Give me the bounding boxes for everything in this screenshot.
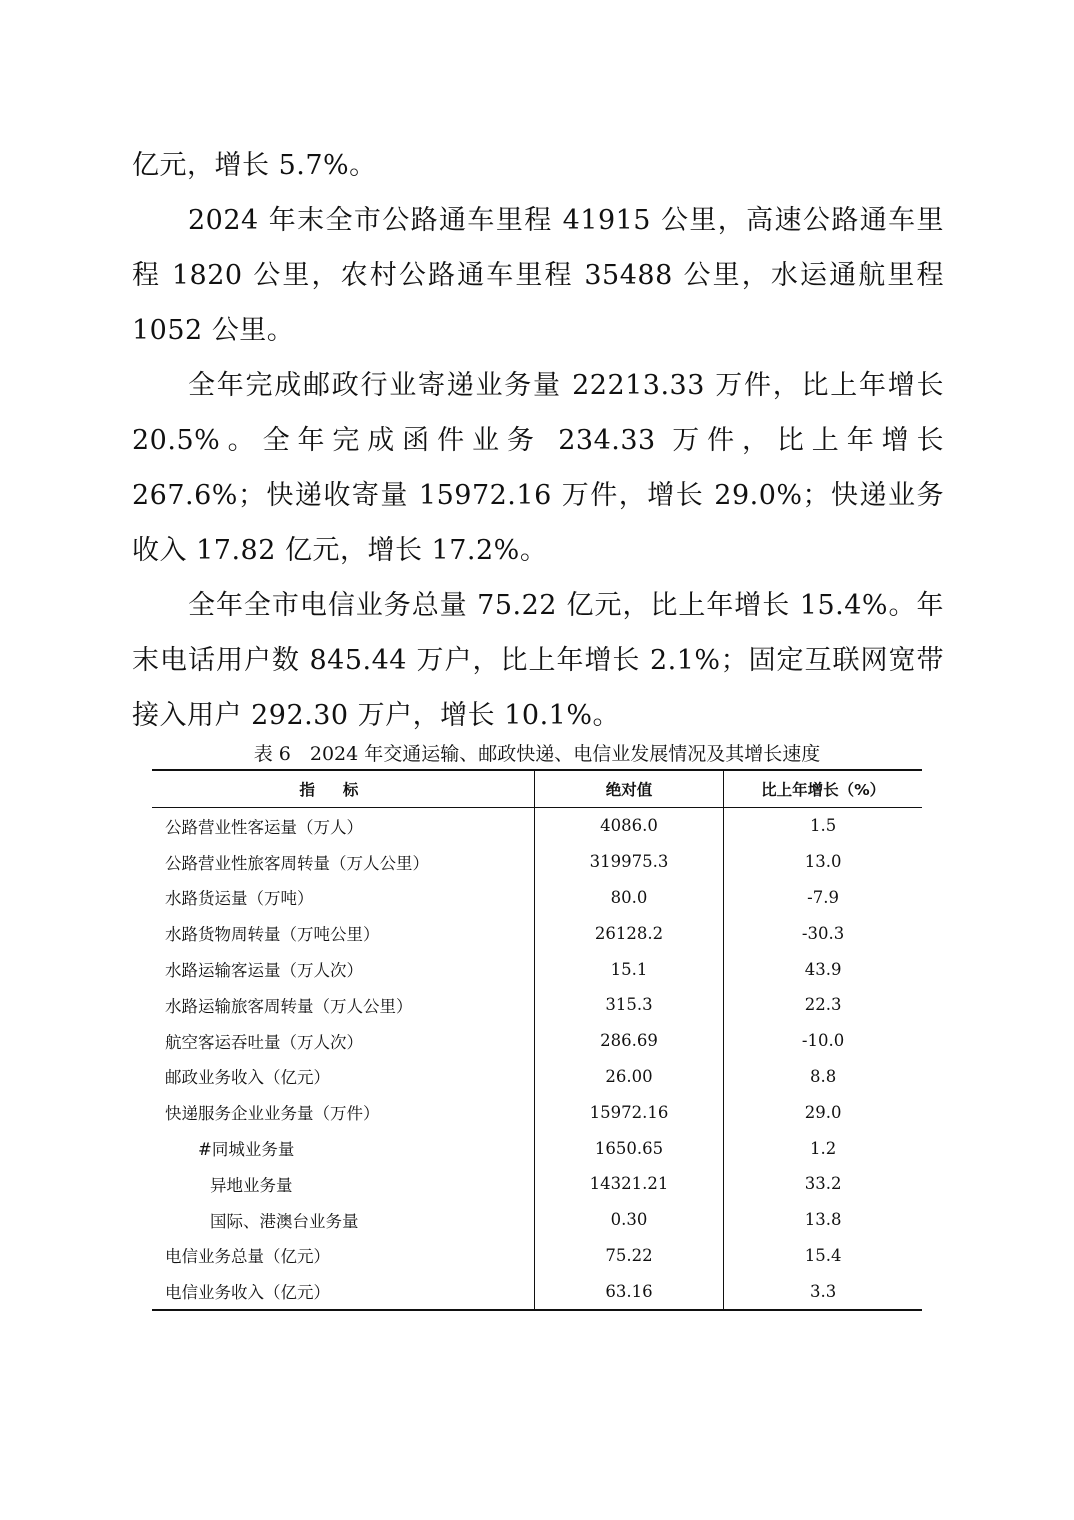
indicator-label: 公路营业性客运量（万人）	[165, 817, 363, 837]
cell-absolute: 286.69	[534, 1023, 723, 1059]
table-row	[152, 1202, 922, 1238]
cell-absolute: 1650.65	[534, 1130, 723, 1166]
cell-growth: 29.0	[724, 1094, 922, 1130]
cell-indicator	[152, 1238, 534, 1274]
cell-indicator	[152, 915, 534, 951]
paragraph: 2024 年末全市公路通车里程 41915 公里，高速公路通车里程 1820 公里，农村公路通车里程 35488 公里，水运通航里程 1052 公里。	[132, 205, 944, 346]
cell-absolute: 4086.0	[534, 808, 723, 844]
cell-indicator	[152, 951, 534, 987]
cell-indicator	[152, 808, 534, 844]
cell-indicator	[152, 1202, 534, 1238]
cell-growth: 1.5	[724, 808, 922, 844]
table-row	[152, 915, 922, 951]
cell-absolute: 315.3	[534, 987, 723, 1023]
cell-growth: 22.3	[724, 987, 922, 1023]
cell-growth: 13.8	[724, 1202, 922, 1238]
table-row	[152, 844, 922, 880]
table-row	[152, 1273, 922, 1310]
paragraph: 亿元，增长 5.7%。	[132, 150, 377, 181]
cell-absolute: 75.22	[534, 1238, 723, 1274]
table-row	[152, 1166, 922, 1202]
table-header	[152, 770, 922, 808]
cell-absolute: 80.0	[534, 880, 723, 916]
indicator-label: 异地业务量	[210, 1175, 293, 1195]
indicator-label: 水路运输客运量（万人次）	[165, 961, 363, 981]
cell-growth: -10.0	[724, 1023, 922, 1059]
table-row	[152, 1238, 922, 1274]
cell-growth: 3.3	[724, 1273, 922, 1310]
paragraph: 全年完成邮政行业寄递业务量 22213.33 万件，比上年增长 20.5%。全年完成函件业务 234.33 万件，比上年增长 267.6%；快递收寄量 15972.16 万件，增长 29.0%；快递业务收入 17.82 亿元，增长 17.2%。	[132, 370, 944, 566]
cell-growth: 43.9	[724, 951, 922, 987]
cell-growth: 8.8	[724, 1059, 922, 1095]
cell-growth: -30.3	[724, 915, 922, 951]
header-indicator: 指标	[152, 770, 534, 808]
cell-growth: 15.4	[724, 1238, 922, 1274]
paragraph: 全年全市电信业务总量 75.22 亿元，比上年增长 15.4%。年末电话用户数 845.44 万户，比上年增长 2.1%；固定互联网宽带接入用户 292.30 万户，增长 10.1%。	[132, 590, 944, 731]
table	[152, 769, 922, 1311]
table-row	[152, 1094, 922, 1130]
indicator-label: 水路货运量（万吨）	[165, 889, 314, 909]
cell-indicator	[152, 987, 534, 1023]
cell-indicator	[152, 1273, 534, 1310]
indicator-label: 航空客运吞吐量（万人次）	[165, 1032, 363, 1052]
stats-table	[152, 769, 922, 1311]
cell-growth: 1.2	[724, 1130, 922, 1166]
table-row	[152, 880, 922, 916]
table-body	[152, 808, 922, 1311]
table-row	[152, 951, 922, 987]
table-caption: 表 6 2024 年交通运输、邮政快递、电信业发展情况及其增长速度	[253, 743, 821, 765]
table-row	[152, 808, 922, 844]
indicator-label: 水路运输旅客周转量（万人公里）	[165, 996, 413, 1016]
table-row	[152, 987, 922, 1023]
cell-indicator	[152, 1166, 534, 1202]
cell-absolute: 26.00	[534, 1059, 723, 1095]
indicator-label: 水路货物周转量（万吨公里）	[165, 925, 380, 945]
cell-indicator	[152, 1130, 534, 1166]
cell-indicator	[152, 1059, 534, 1095]
cell-growth: -7.9	[724, 880, 922, 916]
table-row	[152, 1059, 922, 1095]
indicator-label: #同城业务量	[198, 1140, 295, 1160]
header-absolute: 绝对值	[534, 770, 723, 808]
cell-indicator	[152, 1023, 534, 1059]
table-row	[152, 1023, 922, 1059]
cell-growth: 13.0	[724, 844, 922, 880]
cell-absolute: 0.30	[534, 1202, 723, 1238]
cell-indicator	[152, 1094, 534, 1130]
table-row	[152, 1130, 922, 1166]
cell-absolute: 15.1	[534, 951, 723, 987]
indicator-label: 邮政业务收入（亿元）	[165, 1068, 330, 1088]
indicator-label: 电信业务收入（亿元）	[165, 1283, 330, 1303]
cell-absolute: 14321.21	[534, 1166, 723, 1202]
header-growth: 比上年增长（%）	[724, 770, 922, 808]
indicator-label: 国际、港澳台业务量	[210, 1211, 359, 1231]
cell-indicator	[152, 844, 534, 880]
cell-absolute: 63.16	[534, 1273, 723, 1310]
indicator-label: 电信业务总量（亿元）	[165, 1247, 330, 1267]
cell-absolute: 319975.3	[534, 844, 723, 880]
cell-absolute: 15972.16	[534, 1094, 723, 1130]
cell-absolute: 26128.2	[534, 915, 723, 951]
body-text	[132, 138, 944, 743]
cell-indicator	[152, 880, 534, 916]
indicator-label: 快递服务企业业务量（万件）	[165, 1104, 380, 1124]
cell-growth: 33.2	[724, 1166, 922, 1202]
indicator-label: 公路营业性旅客周转量（万人公里）	[165, 853, 429, 873]
header-row	[152, 770, 922, 808]
